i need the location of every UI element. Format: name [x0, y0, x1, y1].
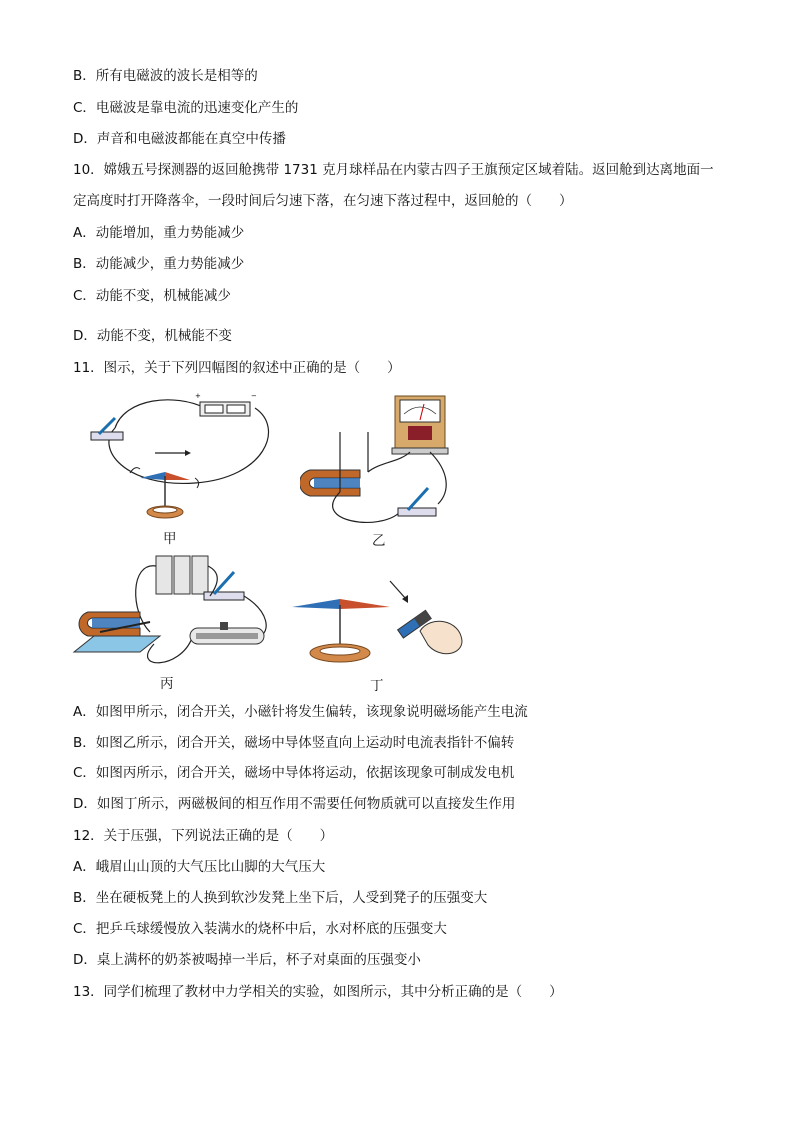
caption-bing: 丙	[160, 676, 174, 692]
q10-option-d: D．动能不变，机械能不变	[73, 328, 232, 344]
svg-text:−: −	[251, 392, 257, 400]
q9-option-c: C．电磁波是靠电流的迅速变化产生的	[73, 100, 299, 116]
figure-ding	[290, 575, 470, 675]
svg-text:+: +	[195, 392, 201, 400]
q10-option-a: A．动能增加，重力势能减少	[73, 225, 245, 241]
q11-option-a: A．如图甲所示，闭合开关，小磁针将发生偏转，该现象说明磁场能产生电流	[73, 704, 528, 720]
q9-option-b: B．所有电磁波的波长是相等的	[73, 68, 258, 84]
q9-option-d: D．声音和电磁波都能在真空中传播	[73, 131, 286, 147]
q12-option-b: B．坐在硬板凳上的人换到软沙发凳上坐下后，人受到凳子的压强变大	[73, 890, 488, 906]
q10-stem-line2: 定高度时打开降落伞，一段时间后匀速下落，在匀速下落过程中，返回舱的（ ）	[73, 193, 573, 209]
q10-option-b: B．动能减少，重力势能减少	[73, 256, 245, 272]
figure-bing	[70, 552, 280, 672]
q11-option-b: B．如图乙所示，闭合开关，磁场中导体竖直向上运动时电流表指针不偏转	[73, 735, 515, 751]
caption-yi: 乙	[372, 533, 386, 549]
q10-stem-line1: 10．嫦娥五号探测器的返回舱携带 1731 克月球样品在内蒙古四子王旗预定区域着陆。返回舱到达离地面一	[73, 162, 714, 178]
q11-option-d: D．如图丁所示，两磁极间的相互作用不需要任何物质就可以直接发生作用	[73, 796, 516, 812]
q12-stem: 12．关于压强，下列说法正确的是（ ）	[73, 828, 334, 844]
q12-option-a: A．峨眉山山顶的大气压比山脚的大气压大	[73, 859, 326, 875]
q13-stem: 13．同学们梳理了教材中力学相关的实验，如图所示，其中分析正确的是（ ）	[73, 984, 563, 1000]
q11-option-c: C．如图丙所示，闭合开关，磁场中导体将运动，依据该现象可制成发电机	[73, 765, 515, 781]
caption-jia: 甲	[163, 531, 177, 547]
q12-option-c: C．把乒乓球缓慢放入装满水的烧杯中后，水对杯底的压强变大	[73, 921, 447, 937]
q10-option-c: C．动能不变，机械能减少	[73, 288, 231, 304]
figure-yi	[300, 392, 460, 532]
q11-stem: 11．图示，关于下列四幅图的叙述中正确的是（ ）	[73, 360, 401, 376]
figure-jia	[85, 388, 285, 528]
caption-ding: 丁	[370, 678, 384, 694]
q12-option-d: D．桌上满杯的奶茶被喝掉一半后，杯子对桌面的压强变小	[73, 952, 421, 968]
